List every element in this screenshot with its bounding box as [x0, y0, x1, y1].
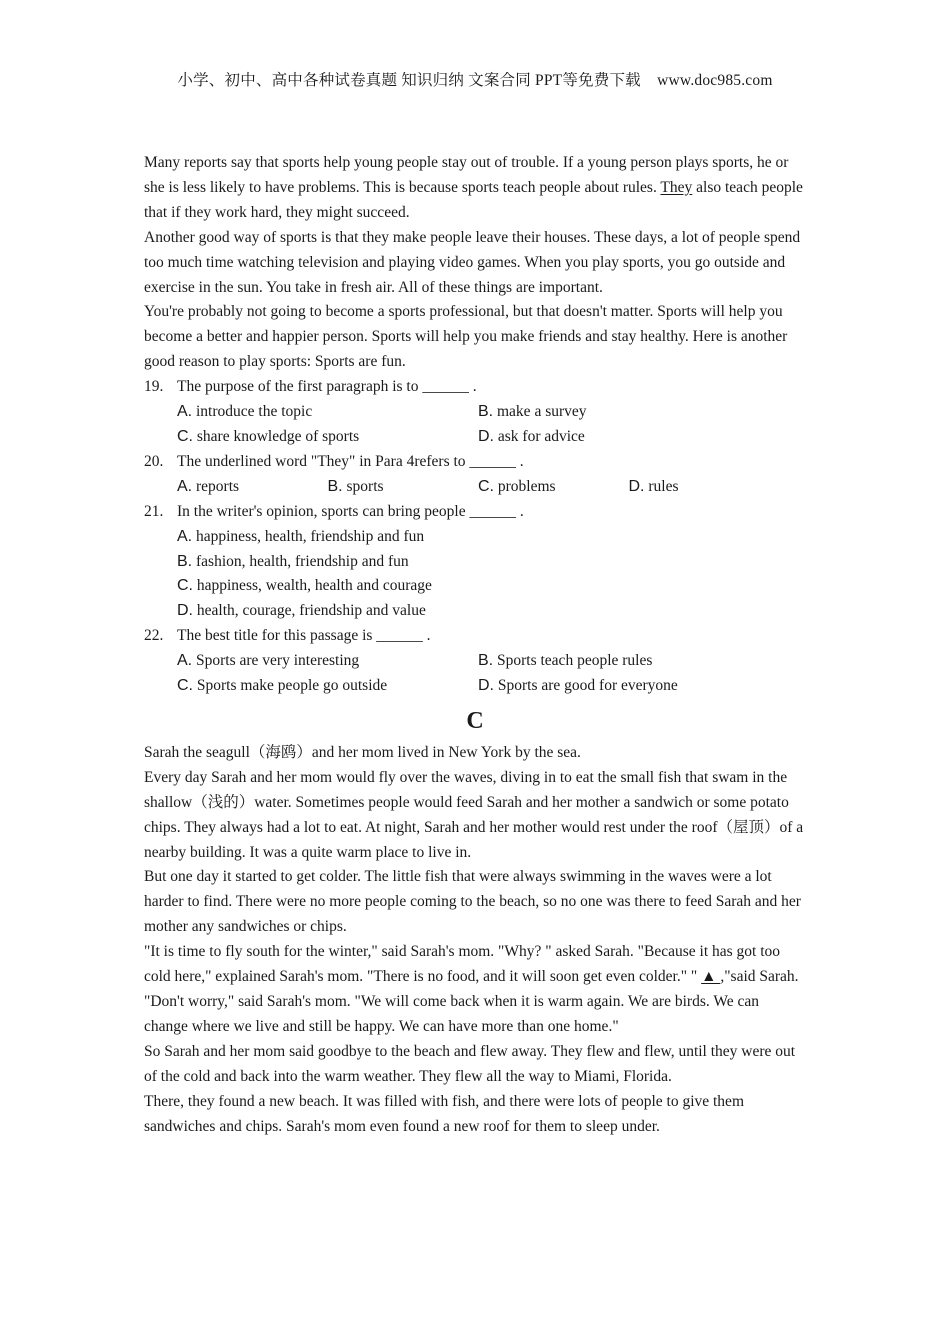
option-text: reports	[192, 477, 240, 495]
question-21	[144, 500, 806, 525]
option-letter: B.	[478, 403, 494, 421]
passage-c-paragraph-2: Every day Sarah and her mom would fly over the waves, diving in to eat the small fish that swam in the shallow（浅的）water. Sometimes people would feed Sarah and her mother a sandwich or some potato chips. They always had a lot to eat. At night, Sarah and her mother would rest under the roof（屋顶）of a nearby building. It was a quite warm place to live in.	[144, 768, 804, 861]
option-text: happiness, wealth, health and courage	[193, 577, 432, 595]
passage-b-paragraph-2: Another good way of sports is that they make people leave their houses. These days, a lot of people spend too much time watching television and playing video games. When you play sports, you go outside and exercise in the sun. You take in fresh air. All of these things are important.	[144, 228, 801, 296]
option-d	[629, 475, 780, 500]
option-c	[478, 475, 629, 500]
option-text: make a survey	[493, 403, 587, 421]
option-letter: B.	[327, 477, 343, 495]
option-text: Sports make people go outside	[193, 677, 388, 695]
option-letter: B.	[478, 652, 494, 670]
passage-b-paragraph-1	[144, 151, 806, 226]
passage-c-paragraph-5: So Sarah and her mom said goodbye to the beach and flew away. They flew and flew, until they were out of the cold and back into the warm weather. They flew all the way to Miami, Florida.	[144, 1042, 796, 1085]
passage-c-paragraph-4	[144, 940, 806, 1040]
options-20	[144, 475, 806, 500]
option-text: Sports are good for everyone	[494, 677, 678, 695]
text-run: Many reports say that sports help young people stay out of trouble. If a young person plays sports, he or she is less likely to have problems. This is because sports teach people about rules.	[144, 154, 789, 196]
option-b	[478, 400, 779, 425]
question-20	[144, 450, 806, 475]
option-a	[177, 525, 424, 550]
option-c	[177, 574, 432, 599]
option-letter: B.	[177, 552, 193, 570]
option-letter: C.	[177, 677, 193, 695]
option-c	[177, 674, 478, 699]
document-body	[144, 151, 806, 1139]
option-letter: C.	[177, 577, 193, 595]
text-run: "It is time to fly south for the winter," said Sarah's mom. "Why? " asked Sarah. "Because it has got too cold here," explained Sarah's mom. "There is no food, and it will soon get even colder." "	[144, 943, 781, 986]
option-d	[478, 674, 779, 699]
question-stem: The best title for this passage is ______ .	[177, 627, 431, 645]
option-c	[177, 425, 478, 450]
option-d	[177, 599, 426, 624]
question-22	[144, 624, 806, 649]
option-text: share knowledge of sports	[193, 427, 360, 445]
question-number: 21.	[144, 502, 164, 520]
option-b	[177, 550, 409, 575]
option-b	[328, 475, 479, 500]
options-21	[144, 525, 806, 625]
option-letter: C.	[478, 477, 494, 495]
option-text: fashion, health, friendship and fun	[192, 552, 409, 570]
question-stem: The purpose of the first paragraph is to ______ .	[177, 378, 477, 396]
option-letter: D.	[628, 477, 645, 495]
question-number: 22.	[144, 627, 164, 645]
underlined-word: They	[660, 178, 693, 196]
passage-b-paragraph-3: You're probably not going to become a sports professional, but that doesn't matter. Sports will help you become a better and happier person. Sports will help you make friends and stay healthy. Here is another good reason to play sports: Sports are fun.	[144, 303, 788, 371]
option-a	[177, 475, 328, 500]
option-text: rules	[644, 477, 679, 495]
options-22	[144, 649, 806, 699]
text-run: ,"said Sarah. "Don't worry," said Sarah's mom. "We will come back when it is warm again. We are birds. We can change where we live and still be happy. We can have more than one home."	[144, 968, 799, 1035]
option-text: ask for advice	[494, 427, 585, 445]
option-a	[177, 400, 478, 425]
options-19	[144, 400, 806, 450]
question-19	[144, 375, 806, 400]
option-letter: A.	[177, 403, 193, 421]
option-text: happiness, health, friendship and fun	[192, 527, 425, 545]
option-text: Sports teach people rules	[493, 652, 653, 670]
passage-c-paragraph-6: There, they found a new beach. It was filled with fish, and there were lots of people to give them sandwiches and chips. Sarah's mom even found a new roof for them to sleep under.	[144, 1092, 744, 1135]
option-letter: A.	[177, 652, 193, 670]
question-number: 20.	[144, 452, 164, 470]
passage-c-paragraph-3: But one day it started to get colder. The little fish that were always swimming in the waves were a lot harder to find. There were no more people coming to the beach, so no one was there to feed Sarah and her mother any sandwiches or chips.	[144, 868, 801, 936]
option-text: Sports are very interesting	[192, 652, 360, 670]
option-letter: A.	[177, 477, 193, 495]
option-letter: C.	[177, 427, 193, 445]
passage-c-paragraph-1: Sarah the seagull（海鸥）and her mom lived in New York by the sea.	[144, 743, 581, 761]
option-text: problems	[494, 477, 556, 495]
option-a	[177, 649, 478, 674]
question-stem: The underlined word "They" in Para 4refers to ______ .	[177, 452, 524, 470]
option-text: sports	[342, 477, 384, 495]
option-letter: D.	[177, 602, 193, 620]
option-d	[478, 425, 779, 450]
option-b	[478, 649, 779, 674]
text-run: also teach people that if they work hard, they might succeed.	[144, 178, 803, 221]
option-text: health, courage, friendship and value	[193, 602, 426, 620]
option-text: introduce the topic	[192, 403, 313, 421]
option-letter: D.	[478, 427, 494, 445]
blank-marker: ▲	[701, 968, 721, 986]
question-stem: In the writer's opinion, sports can bring people ______ .	[177, 502, 524, 520]
question-number: 19.	[144, 378, 164, 396]
section-c-heading: C	[466, 707, 484, 734]
option-letter: D.	[478, 677, 494, 695]
page-header: 小学、初中、高中各种试卷真题 知识归纳 文案合同 PPT等免费下载 www.doc985.com	[177, 72, 773, 89]
option-letter: A.	[177, 527, 193, 545]
